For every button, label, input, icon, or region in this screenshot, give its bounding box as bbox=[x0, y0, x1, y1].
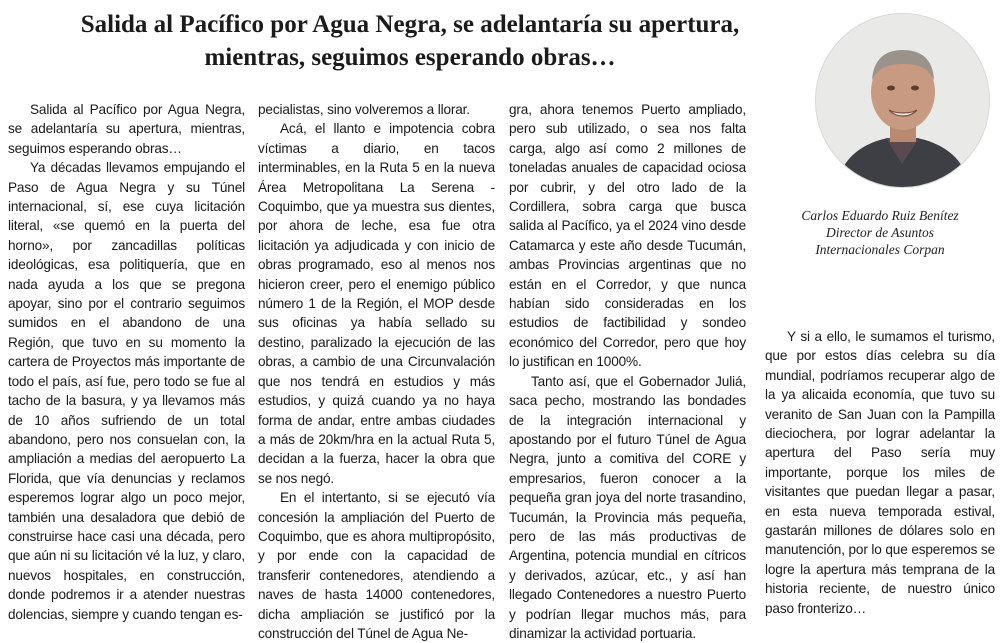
article-column-2 bbox=[258, 100, 495, 643]
paragraph: Salida al Pacífico por Agua Negra, se adelantaría su apertura, mientras, seguimos esperando obras… bbox=[8, 102, 245, 156]
headline: Salida al Pacífico por Agua Negra, se adelantaría su apertura, mientras, seguimos esperando obras… bbox=[80, 11, 740, 71]
author-photo bbox=[816, 14, 989, 187]
paragraph: Tanto así, que el Gobernador Juliá, saca pecho, mostrando las bondades de la integración internacional y apostando por el futuro Túnel de Agua Negra, junto a comitiva del CORE y empresarios, fueron conocer a la pequeña gran joya del norte trasandino, Tucumán, la Provincia más pequeña, pero de las más productivas de Argentina, potencia mundial en cítricos y derivados, azúcar, etc., y así han llegado Contenedores a nuestro Puerto y podrían llegar muchos más, para dinamizar la actividad portuaria. bbox=[509, 373, 746, 641]
paragraph: Y si a ello, le sumamos el turismo, que por estos días celebra su día mundial, podríamos recuperar algo de la ya alicaida economía, que tuvo su veranito de San Juan con la Pampilla dieciochera, por lograr adelantar la apertura del Paso sería muy importante, porque los miles de visitantes que puedan llegar a pasar, en esta nueva temporada estival, gastarán millones de dólares solo en manutención, por lo que esperemos se logre la apertura más temprana de la historia reciente, de nuestro único paso fronterizo… bbox=[765, 329, 995, 616]
article-column-4 bbox=[765, 327, 995, 618]
paragraph: Ya décadas llevamos empujando el Paso de Agua Negra y su Túnel internacional, sí, ese cuya licitación literal, «se quemó en la puerta del horno», por zancadillas políticas ideológicas, esa politiquería, que en nada ayuda a los que se pregona apoyar, sino por el contrario seguimos sumidos en el abandono de una Región, que tuvo en su momento la cartera de Proyectos más importante de todo el país, así fue, pero todo se fue al tacho de la basura, y ya llevamos más de 10 años sufriendo de un total abandono, pero nos consuelan con, la ampliación a medias del aeropuerto La Florida, que vía denuncias y reclamos esperemos lograr algo un poco mejor, también una desaladora que debió de construirse hace casi una década, pero que aún ni su licitación vé la luz, y claro, nuevos hospitales, en construcción, donde podremos ir a atender nuestras dolencias, siempre y cuando tengan es- bbox=[8, 160, 245, 622]
paragraph-continuation: gra, ahora tenemos Puerto ampliado, pero sub utilizado, o sea nos falta carga, algo así como 2 millones de toneladas anuales de capacidad ociosa por cubrir, y del otro lado de la Cordillera, sobra carga que busca salida al Pacífico, ya el 2024 vino desde Catamarca y este año desde Tucumán, ambas Provincias argentinas que no están en el Corredor, y que nunca habían sido consideradas en los estudios de factibilidad y sondeo económico del Corredor, pero que hoy lo justifican en 1000%. bbox=[509, 102, 746, 370]
article-column-3 bbox=[509, 100, 746, 643]
paragraph: En el intertanto, si se ejecutó vía concesión la ampliación del Puerto de Coquimbo, que es ahora multipropósito, y por ende con la capacidad de transferir contenedores, atendiendo a naves de hasta 14000 contenedores, dicha ampliación se justificó por la construcción del Túnel de Agua Ne- bbox=[258, 490, 495, 641]
author-name: Carlos Eduardo Ruiz Benítez bbox=[801, 208, 959, 223]
paragraph-continuation: pecialistas, sino volveremos a llorar. bbox=[258, 102, 470, 117]
article-column-1 bbox=[8, 100, 245, 624]
right-eye bbox=[911, 86, 919, 91]
paragraph: Acá, el llanto e impotencia cobra víctimas a diario, en tacos interminables, en la Ruta 5 en la nueva Área Metropolitana La Serena - Coquimbo, que ya muestra sus dientes, por ahora de leche, esa fue otra licitación ya adjudicada y con inicio de obras programado, eso al menos nos hicieron creer, pero el enemigo público número 1 de la Región, el MOP desde sus oficinas ya había sellado su destino, paralizado la ejecución de las obras, a cambio de una Circunvalación que nos tendrá en estudios y más estudios, y quizá cuando ya no haya forma de andar, entre ambas ciudades a más de 20km/hra en la actual Ruta 5, decidan a la fuerza, hacer la obra que se nos negó. bbox=[258, 121, 495, 486]
author-portrait-illustration bbox=[816, 14, 989, 187]
author-caption bbox=[770, 207, 990, 258]
author-role: Director de Asuntos bbox=[826, 225, 934, 240]
left-eye bbox=[887, 86, 895, 91]
author-organization: Internacionales Corpan bbox=[815, 242, 945, 257]
